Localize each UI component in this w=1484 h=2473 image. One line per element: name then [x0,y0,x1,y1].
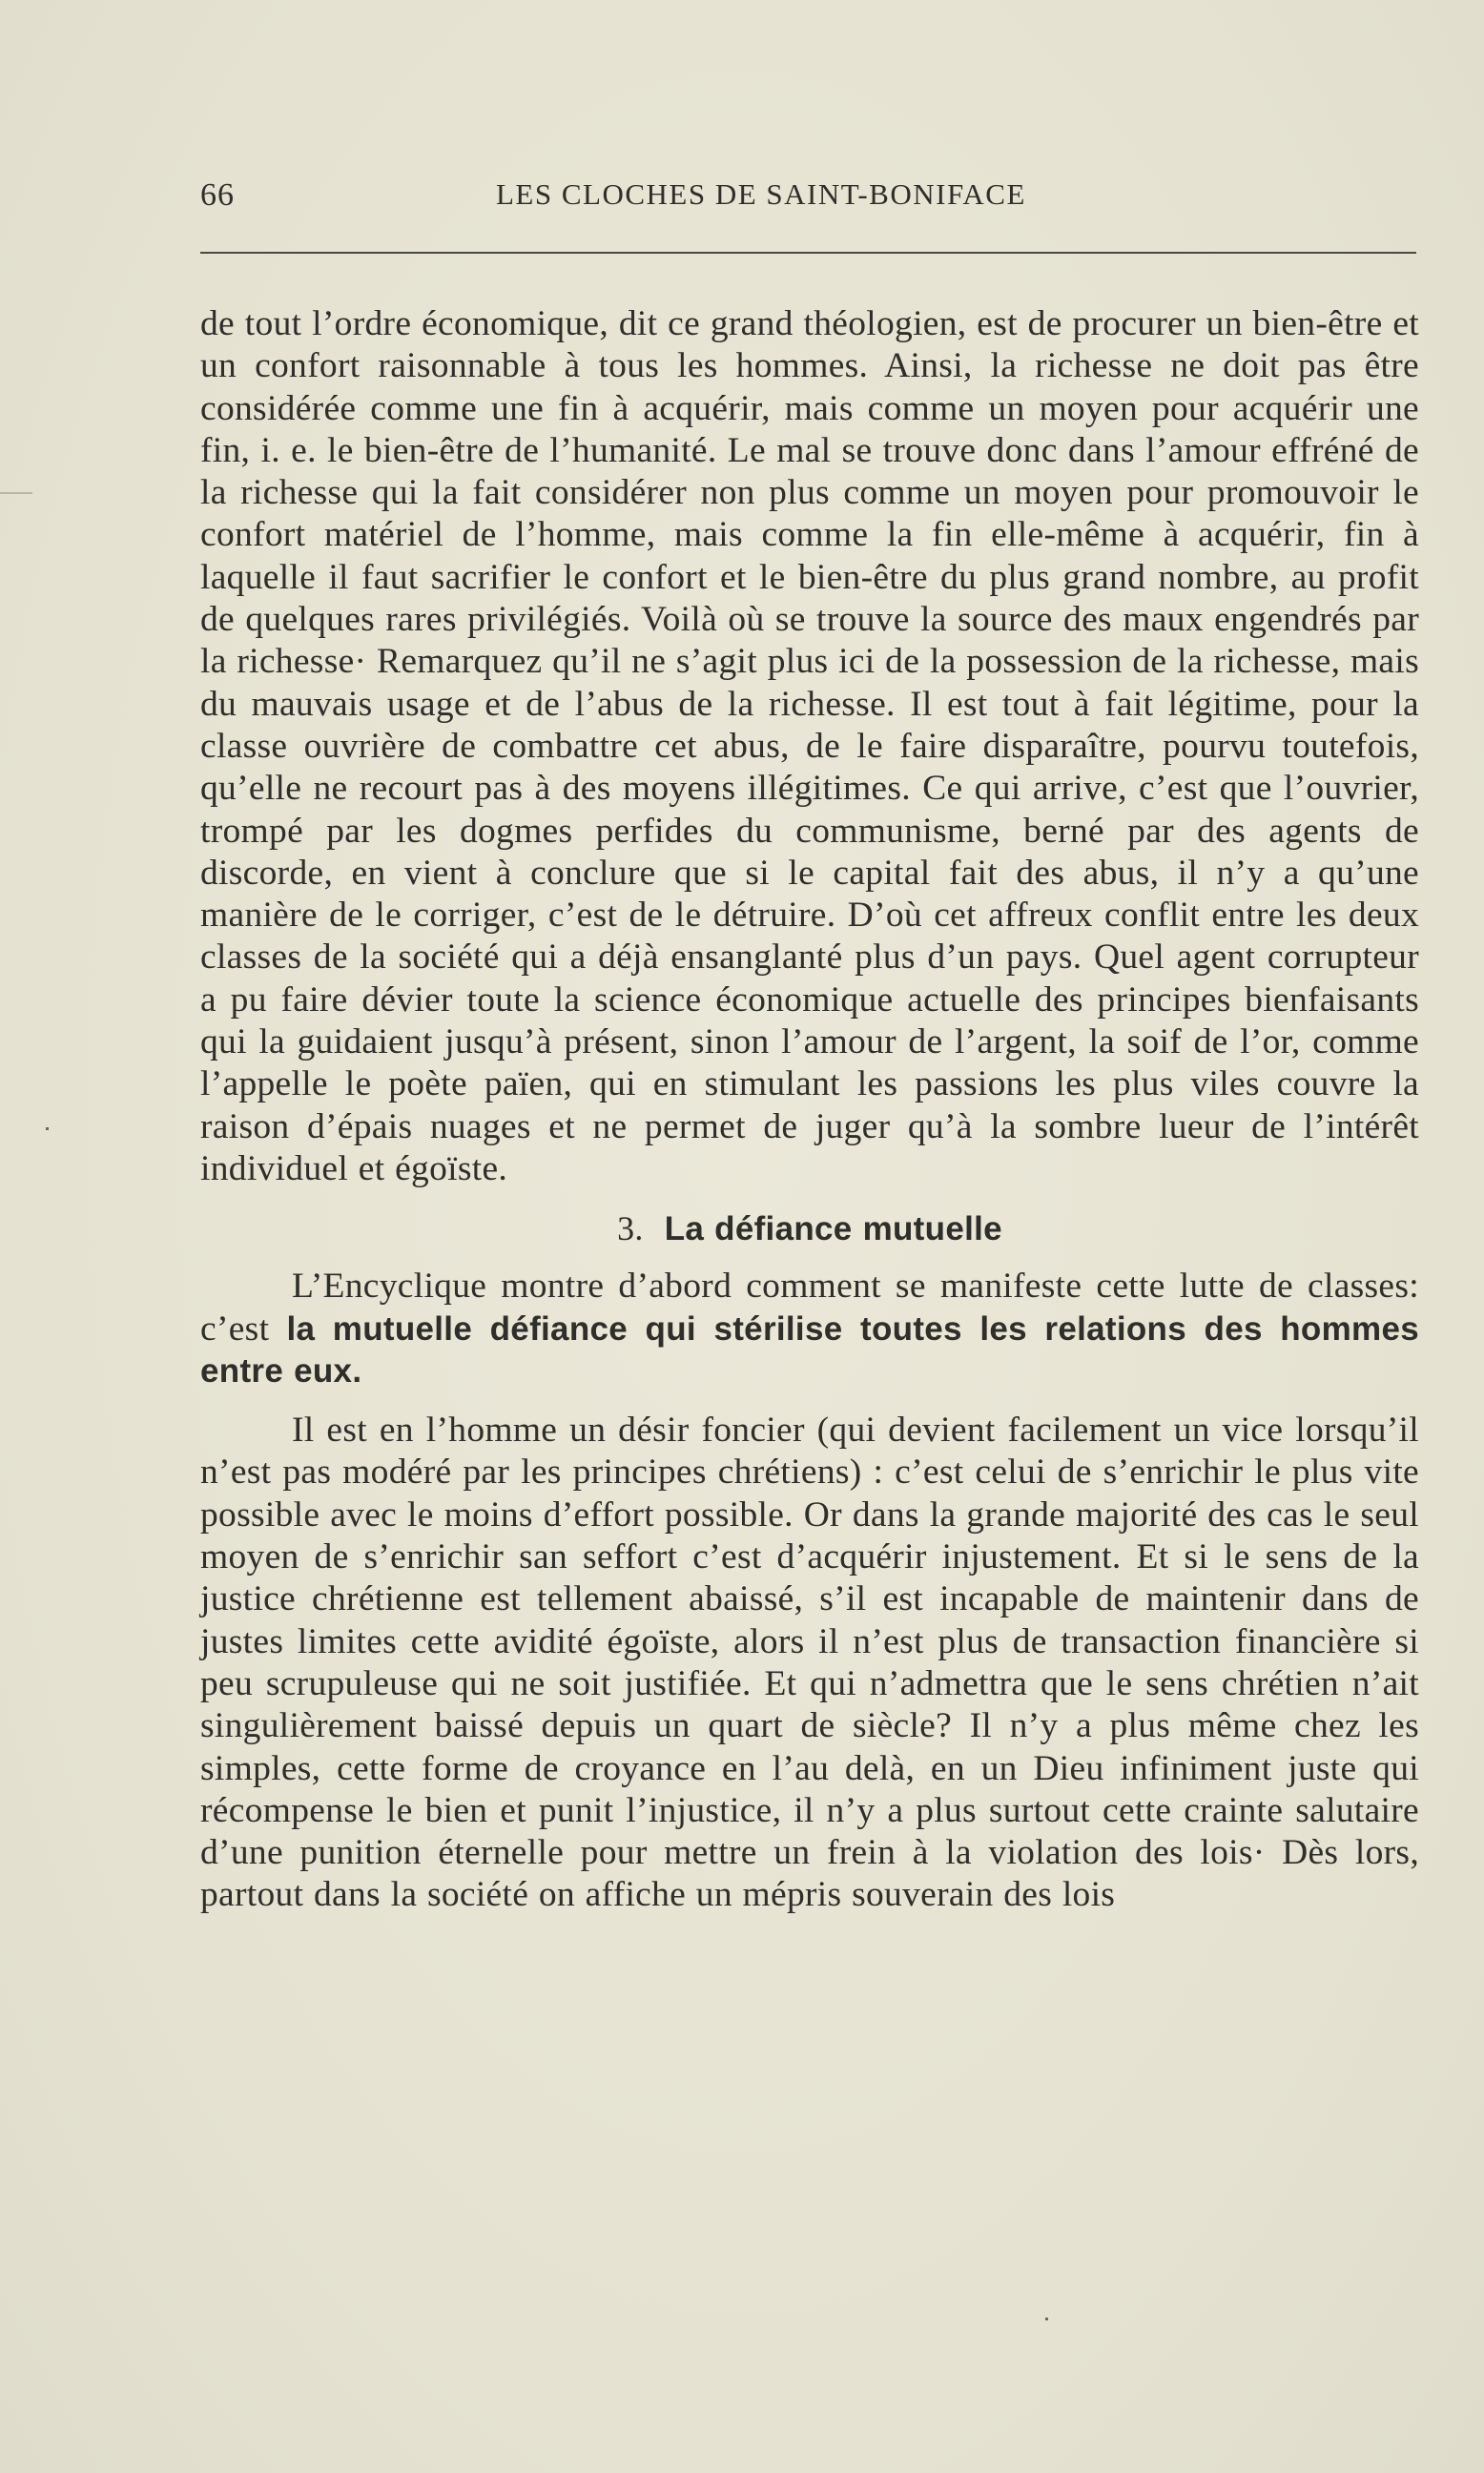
page-number: 66 [200,177,235,213]
margin-mark [0,492,32,494]
margin-dot [46,1127,49,1130]
section-number: 3. [617,1209,644,1248]
emphasized-text: la mutuelle défiance qui stérilise toutes les relations des hommes entre eux. [200,1309,1419,1390]
running-title: LES CLOCHES DE SAINT-BONIFACE [496,177,1026,211]
paragraph-desir-foncier: Il est en l’homme un désir foncier (qui devient facilement un vice lorsqu’il n’est pas modéré par les principes chrétiens) : c’est celui de s’enrichir le plus vite possible avec le moins d’effort possible. Or dans la grande majorité des cas le seul moyen de s’enrichir san seffort c’est d’acquérir injustement. Et si le sens de la justice chrétienne est tellement abaissé, s’il est incapable de maintenir dans de justes limites cette avidité égoïste, alors il n’est plus de transaction financière si peu scrupuleuse qui ne soit justifiée. Et qui n’admettra que le sens chrétien n’ait singulièrement baissé depuis un quart de siècle? Il n’y a plus même chez les simples, cette forme de croyance en l’au delà, en un Dieu infiniment juste qui récompense le bien et punit l’injustice, il n’y a plus surtout cette crainte salutaire d’une punition éternelle pour mettre un frein à la violation des lois· Dès lors, partout dans la société on affiche un mépris souverain des lois [200,1411,1419,1915]
page-header [200,177,1416,225]
section-title: La défiance mutuelle [664,1210,1002,1248]
body-text [200,303,1419,1917]
paragraph-continued: de tout l’ordre économique, dit ce grand théologien, est de procurer un bien-être et un confort raisonnable à tous les hommes. Ainsi, la richesse ne doit pas être considérée comme une fin à acquérir, mais comme un moyen pour acquérir une fin, i. e. le bien-être de l’humanité. Le mal se trouve donc dans l’amour effréné de la richesse qui la fait considérer non plus comme un moyen pour promouvoir le confort matériel de l’homme, mais comme la fin elle-même à acquérir, fin à laquelle il faut sacrifier le confort et le bien-être du plus grand nombre, au profit de quelques rares privilégiés. Voilà où se trouve la source des maux engendrés par la richesse· Remarquez qu’il ne s’agit plus ici de la possession de la richesse, mais du mauvais usage et de l’abus de la richesse. Il est tout à fait légitime, pour la classe ouvrière de combattre cet abus, de le faire disparaître, pourvu toutefois, qu’elle ne recourt pas à des moyens illégitimes. Ce qui arrive, c’est que l’ouvrier, trompé par les dogmes perfides du communisme, berné par des agents de discorde, en vient à conclure que si le capital fait des abus, il n’y a qu’une manière de le corriger, c’est de le détruire. D’où cet affreux conflit entre les deux classes de la société qui a déjà ensanglanté plus d’un pays. Quel agent corrupteur a pu faire dévier toute la science économique actuelle des principes bienfaisants qui la guidaient jusqu’à présent, sinon l’amour de l’argent, la soif de l’or, comme l’appelle le poète païen, qui en stimulant les passions les plus viles couvre la raison d’épais nuages et ne permet de juger qu’à la sombre lueur de l’intérêt individuel et égoïste. [200,304,1419,1188]
page-speck [1045,2318,1048,2320]
section-heading [200,1207,1419,1250]
paragraph-encyclique [200,1266,1419,1392]
paragraph-encyclique-text: L’Encyclique montre d’abord comment se manifeste cette lutte de classes: c’est [200,1267,1419,1349]
header-rule [200,252,1416,254]
